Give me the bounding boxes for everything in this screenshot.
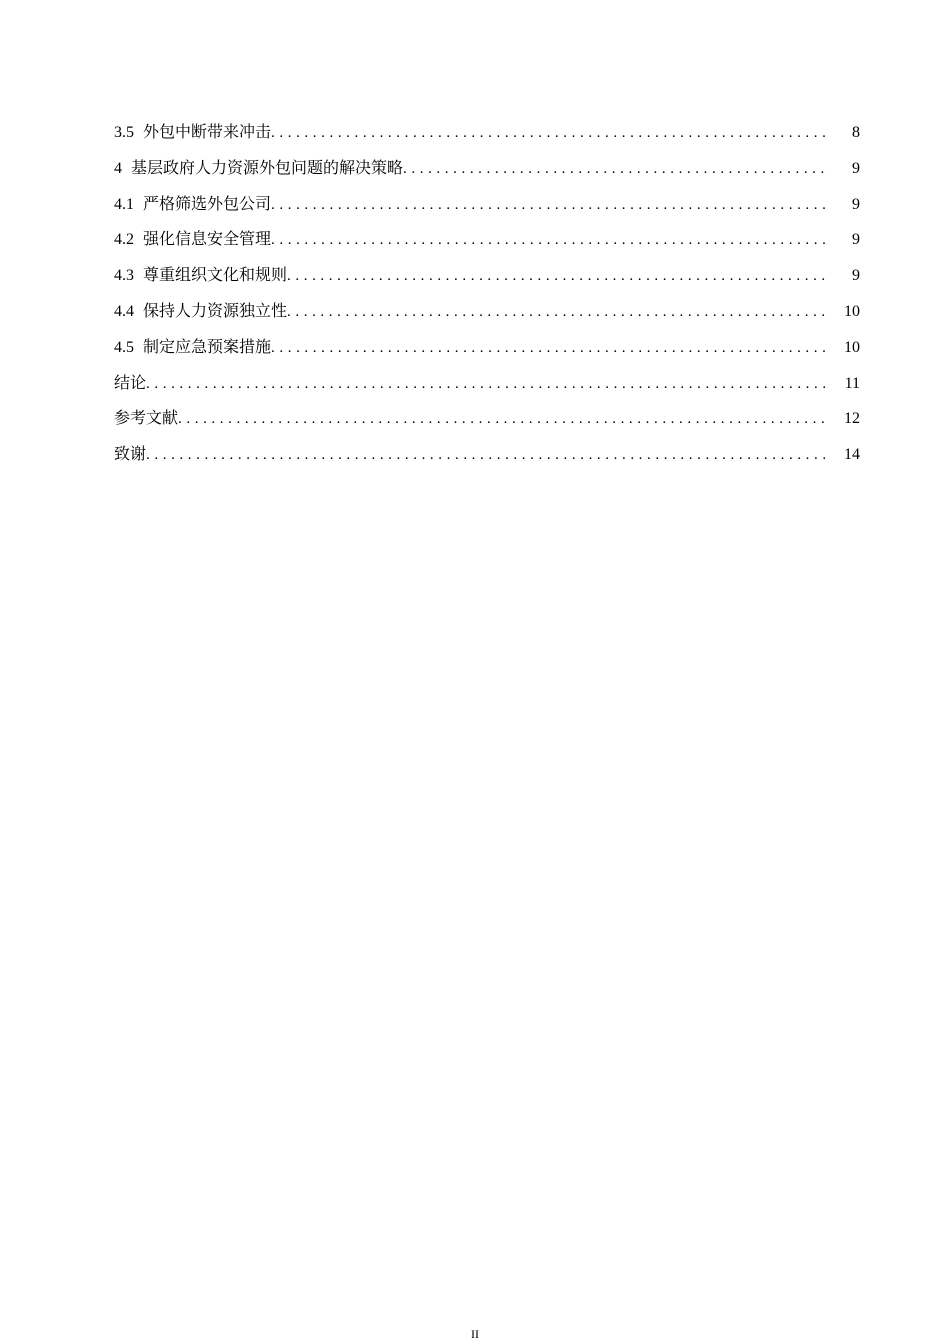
page-number: II [471, 1327, 479, 1341]
toc-entry-page: 9 [852, 231, 860, 249]
toc-entry-title: 制定应急预案措施 [143, 336, 272, 356]
toc-entry[interactable] [114, 190, 860, 226]
toc-entry-title: 尊重组织文化和规则 [143, 265, 288, 285]
toc-dot-leader [287, 298, 830, 326]
toc-entry-number: 4.2 [114, 231, 134, 249]
toc-dot-leader [403, 155, 830, 183]
toc-entry-page: 9 [852, 159, 860, 177]
toc-entry-title: 严格筛选外包公司 [143, 193, 272, 213]
table-of-contents [114, 118, 860, 476]
toc-entry[interactable] [114, 369, 860, 405]
toc-entry[interactable] [114, 261, 860, 297]
toc-dot-leader [271, 119, 830, 147]
toc-entry-page: 10 [844, 338, 860, 356]
toc-entry-number: 4.5 [114, 338, 134, 356]
toc-entry-page: 8 [852, 124, 860, 141]
toc-entry[interactable] [114, 333, 860, 369]
toc-entry-title: 参考文献 [114, 408, 179, 428]
toc-entry-page: 9 [852, 267, 860, 285]
toc-entry-page: 12 [844, 410, 860, 428]
toc-dot-leader [271, 226, 830, 254]
toc-entry-title: 致谢 [114, 444, 147, 464]
toc-entry-number: 4.1 [114, 195, 134, 213]
toc-entry-page: 9 [852, 195, 860, 213]
toc-entry[interactable] [114, 154, 860, 190]
toc-dot-leader [271, 334, 830, 362]
toc-dot-leader [287, 262, 830, 290]
toc-dot-leader [178, 405, 830, 433]
toc-entry-page: 10 [844, 302, 860, 320]
toc-entry-title: 外包中断带来冲击 [143, 122, 272, 141]
toc-entry[interactable] [114, 297, 860, 333]
toc-entry[interactable] [114, 118, 860, 154]
toc-entry-number: 4.4 [114, 302, 134, 320]
toc-entry[interactable] [114, 404, 860, 440]
toc-entry-page: 14 [844, 446, 860, 464]
toc-entry-title: 基层政府人力资源外包问题的解决策略 [131, 157, 404, 177]
toc-dot-leader [146, 370, 830, 398]
toc-entry-number: 3.5 [114, 124, 134, 141]
toc-entry[interactable] [114, 225, 860, 261]
toc-entry-title: 保持人力资源独立性 [143, 300, 288, 320]
toc-entry-page: 11 [844, 374, 860, 392]
toc-entry-title: 强化信息安全管理 [143, 229, 272, 249]
toc-dot-leader [271, 191, 830, 219]
toc-dot-leader [146, 441, 830, 469]
toc-entry[interactable] [114, 440, 860, 476]
toc-entry-title: 结论 [114, 372, 147, 392]
toc-entry-number: 4.3 [114, 267, 134, 285]
toc-entry-number: 4 [114, 159, 122, 177]
